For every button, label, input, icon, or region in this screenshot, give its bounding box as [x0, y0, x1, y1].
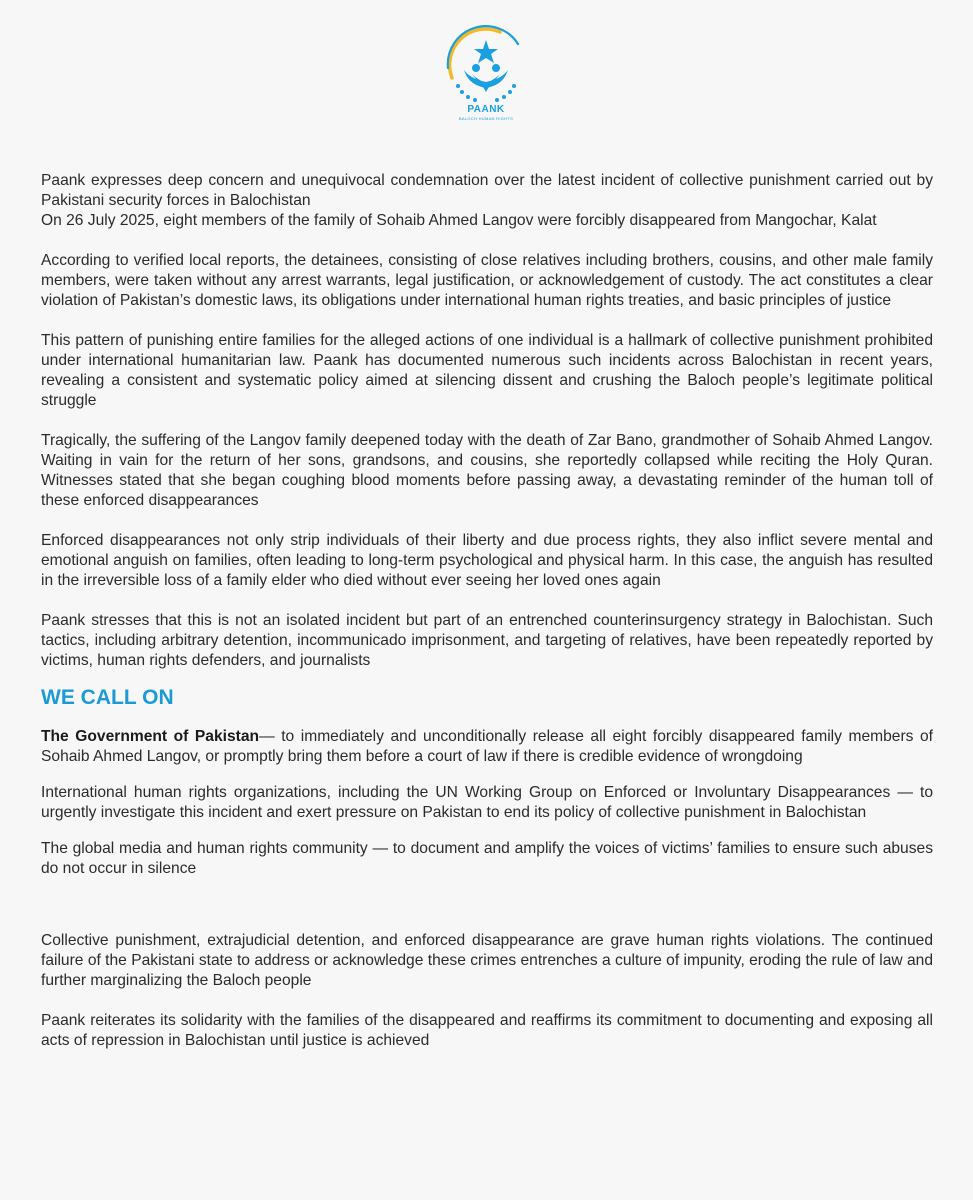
- paragraph: Tragically, the suffering of the Langov family deepened today with the death of Zar Bano, grandmother of Sohaib Ahmed Langov. Waiting in vain for the return of her sons, grandsons, and cousins, she reportedly collapsed while reciting the Holy Quran. Witnesses stated that she began coughing blood moments before passing away, a devastating reminder of the human toll of these enforced disappearances: [41, 432, 933, 509]
- paragraph: This pattern of punishing entire families for the alleged actions of one individual is a hallmark of collective punishment prohibited under international humanitarian law. Paank has documented numerous such incidents across Balochistan in recent years, revealing a consistent and systematic policy aimed at silencing dissent and crushing the Baloch people’s legitimate political struggle: [41, 332, 933, 409]
- paragraph: Enforced disappearances not only strip individuals of their liberty and due process rights, they also inflict severe mental and emotional anguish on families, often leading to long-term psychological and physical harm. In this case, the anguish has resulted in the irreversible loss of a family elder who died without ever seeing her loved ones again: [41, 532, 933, 589]
- paragraph: According to verified local reports, the detainees, consisting of close relatives including brothers, cousins, and other male family members, were taken without any arrest warrants, legal justification, or acknowledgement of custody. The act constitutes a clear violation of Pakistan’s domestic laws, its obligations under international human rights treaties, and basic principles of justice: [41, 252, 933, 309]
- logo-wordmark: PAANK: [467, 104, 505, 115]
- logo-emblem-icon: [438, 22, 534, 106]
- intro-line-1: Paank expresses deep concern and unequivocal condemnation over the latest incident of collective punishment carried out by Pakistani security forces in Balochistan: [41, 172, 933, 209]
- statement-body: [41, 171, 933, 1051]
- paank-logo: [438, 22, 534, 132]
- logo-tagline: BALOCH HUMAN RIGHTS: [458, 116, 514, 121]
- call-international: International human rights organizations, including the UN Working Group on Enforced or Involuntary Disappearances — to urgently investigate this incident and exert pressure on Pakistan to end its policy of collective punishment in Balochistan: [41, 784, 933, 821]
- call-government: [41, 727, 933, 767]
- call-government-text: — to immediately and unconditionally release all eight forcibly disappeared family members of Sohaib Ahmed Langov, or promptly bring them before a court of law if there is credible evidence of wrongdoing: [41, 728, 933, 765]
- paragraph: Paank stresses that this is not an isolated incident but part of an entrenched counterinsurgency strategy in Balochistan. Such tactics, including arbitrary detention, incommunicado imprisonment, and targeting of relatives, have been repeatedly reported by victims, human rights defenders, and journalists: [41, 612, 933, 669]
- closing-paragraph: Collective punishment, extrajudicial detention, and enforced disappearance are grave human rights violations. The continued failure of the Pakistani state to address or acknowledge these crimes entrenches a culture of impunity, eroding the rule of law and further marginalizing the Baloch people: [41, 932, 933, 989]
- call-government-label: The Government of Pakistan: [41, 728, 260, 745]
- closing-paragraph: Paank reiterates its solidarity with the families of the disappeared and reaffirms its commitment to documenting and exposing all acts of repression in Balochistan until justice is achieved: [41, 1012, 933, 1049]
- call-media: The global media and human rights community — to document and amplify the voices of victims’ families to ensure such abuses do not occur in silence: [41, 840, 933, 877]
- intro-line-2: On 26 July 2025, eight members of the family of Sohaib Ahmed Langov were forcibly disappeared from Mangochar, Kalat: [41, 212, 877, 229]
- call-heading: WE CALL ON: [41, 686, 174, 709]
